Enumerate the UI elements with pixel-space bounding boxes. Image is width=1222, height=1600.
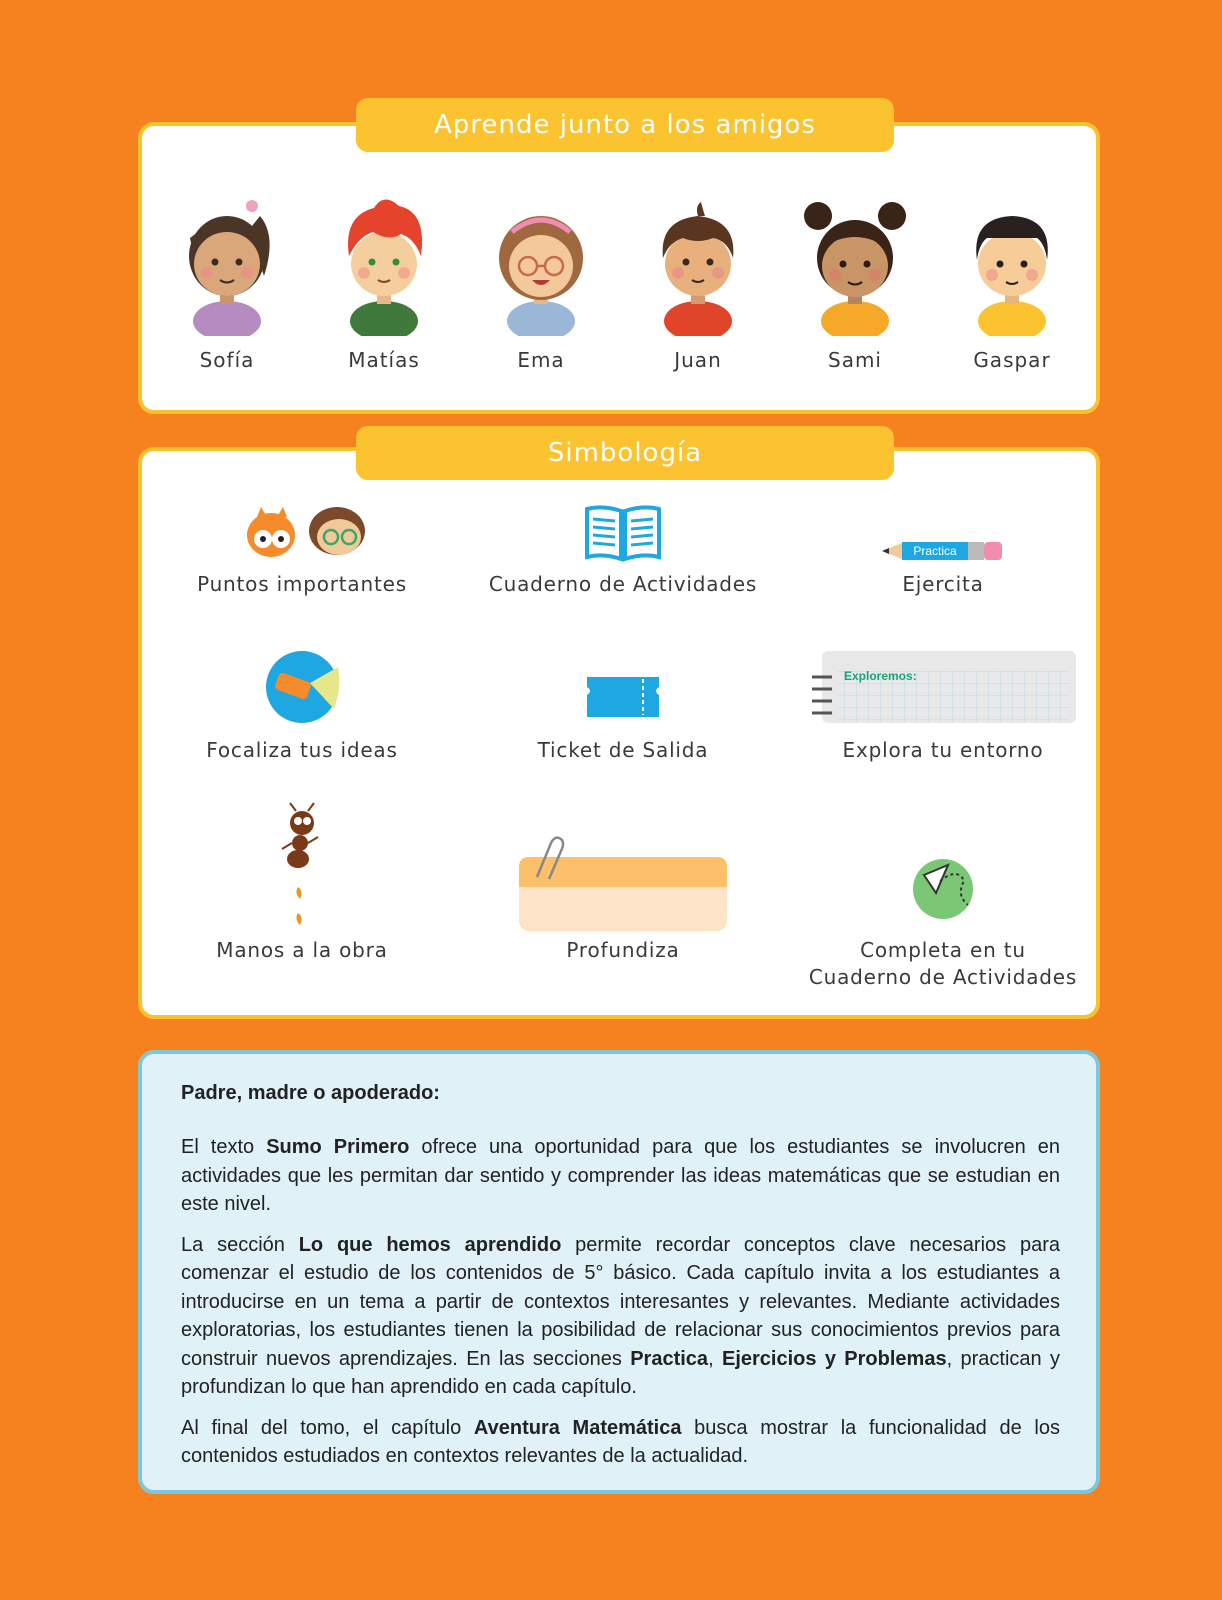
sami-avatar-icon [800,186,910,336]
friend-name: Sami [828,348,882,372]
pencil-label: Practica [913,544,957,558]
symbol-label: Explora tu entorno [842,738,1044,762]
friend-name: Ema [517,348,565,372]
open-book-icon [583,503,663,563]
friend-juan [618,186,778,372]
friend-sami [775,186,935,372]
characters-icon [227,503,377,563]
symbol-completa-cuaderno [783,801,1103,991]
friends-panel [138,122,1100,414]
pencil-icon [880,503,1006,563]
symbol-puntos-importantes [142,503,462,598]
paper-plane-icon [878,801,1008,931]
friend-name: Sofía [199,348,255,372]
flashlight-icon [262,647,342,727]
symbol-profundiza [463,801,783,964]
parents-info-box [138,1050,1100,1494]
ema-avatar-icon [486,186,596,336]
sofia-avatar-icon [172,186,282,336]
friends-panel-title: Aprende junto a los amigos [356,98,894,152]
matias-avatar-icon [329,186,439,336]
friend-name: Gaspar [973,348,1051,372]
paragraph-adventure: Al final del tomo, el capítulo Aventura Matemática busca mostrar la funcionalidad de los contenidos estudiados en contextos relevantes de la actualidad. [181,1416,1060,1467]
symbol-manos-a-la-obra [142,801,462,964]
symbol-label: Manos a la obra [216,938,388,962]
symbol-label-line2: Cuaderno de Actividades [808,965,1078,989]
symbols-panel [138,447,1100,1019]
symbol-focaliza [142,647,462,764]
symbol-label: Cuaderno de Actividades [488,572,758,596]
paragraph-intro: El texto Sumo Primero ofrece una oportunidad para que los estudiantes se involucren en actividades que les permitan dar sentido y comprender las ideas matemáticas que se estudian en este nivel. [181,1136,1060,1215]
friend-name: Matías [348,348,420,372]
friend-matias [304,186,464,372]
symbol-label: Profundiza [566,938,680,962]
symbol-cuaderno-actividades [463,503,783,598]
ant-icon [272,801,332,931]
gaspar-avatar-icon [957,186,1067,336]
notebook-icon [808,647,1078,727]
clipped-note-icon [515,801,731,931]
symbol-ejercita [783,503,1103,598]
paragraph-sections: La sección Lo que hemos aprendido permite recordar conceptos clave necesarios para comenzar el estudio de los contenidos de 5° básico. Cada capítulo invita a los estudiantes a introducirse en un tema a partir de contextos interesantes y relevantes. Mediante actividades exploratorias, los estudiantes tienen la posibilidad de relacionar sus conocimientos previos para construir nuevos aprendizajes. En las secciones Practica, Ejercicios y Problemas, practican y profundizan lo que han aprendido en cada capítulo. [181,1233,1060,1398]
symbol-ticket [463,647,783,764]
symbol-label: Ejercita [902,572,984,596]
symbol-explora [783,647,1103,764]
symbol-label: Ticket de Salida [537,738,709,762]
juan-avatar-icon [643,186,753,336]
friend-name: Juan [674,348,722,372]
notebook-label: Exploremos: [844,669,917,683]
friend-ema [461,186,621,372]
friend-sofia [147,186,307,372]
friend-gaspar [932,186,1092,372]
symbols-panel-title: Simbología [356,426,894,480]
symbol-label-line1: Completa en tu [860,938,1026,962]
symbol-label: Puntos importantes [197,572,407,596]
ticket-icon [583,647,663,727]
symbol-label: Focaliza tus ideas [206,738,398,762]
parents-heading: Padre, madre o apoderado: [181,1082,440,1104]
